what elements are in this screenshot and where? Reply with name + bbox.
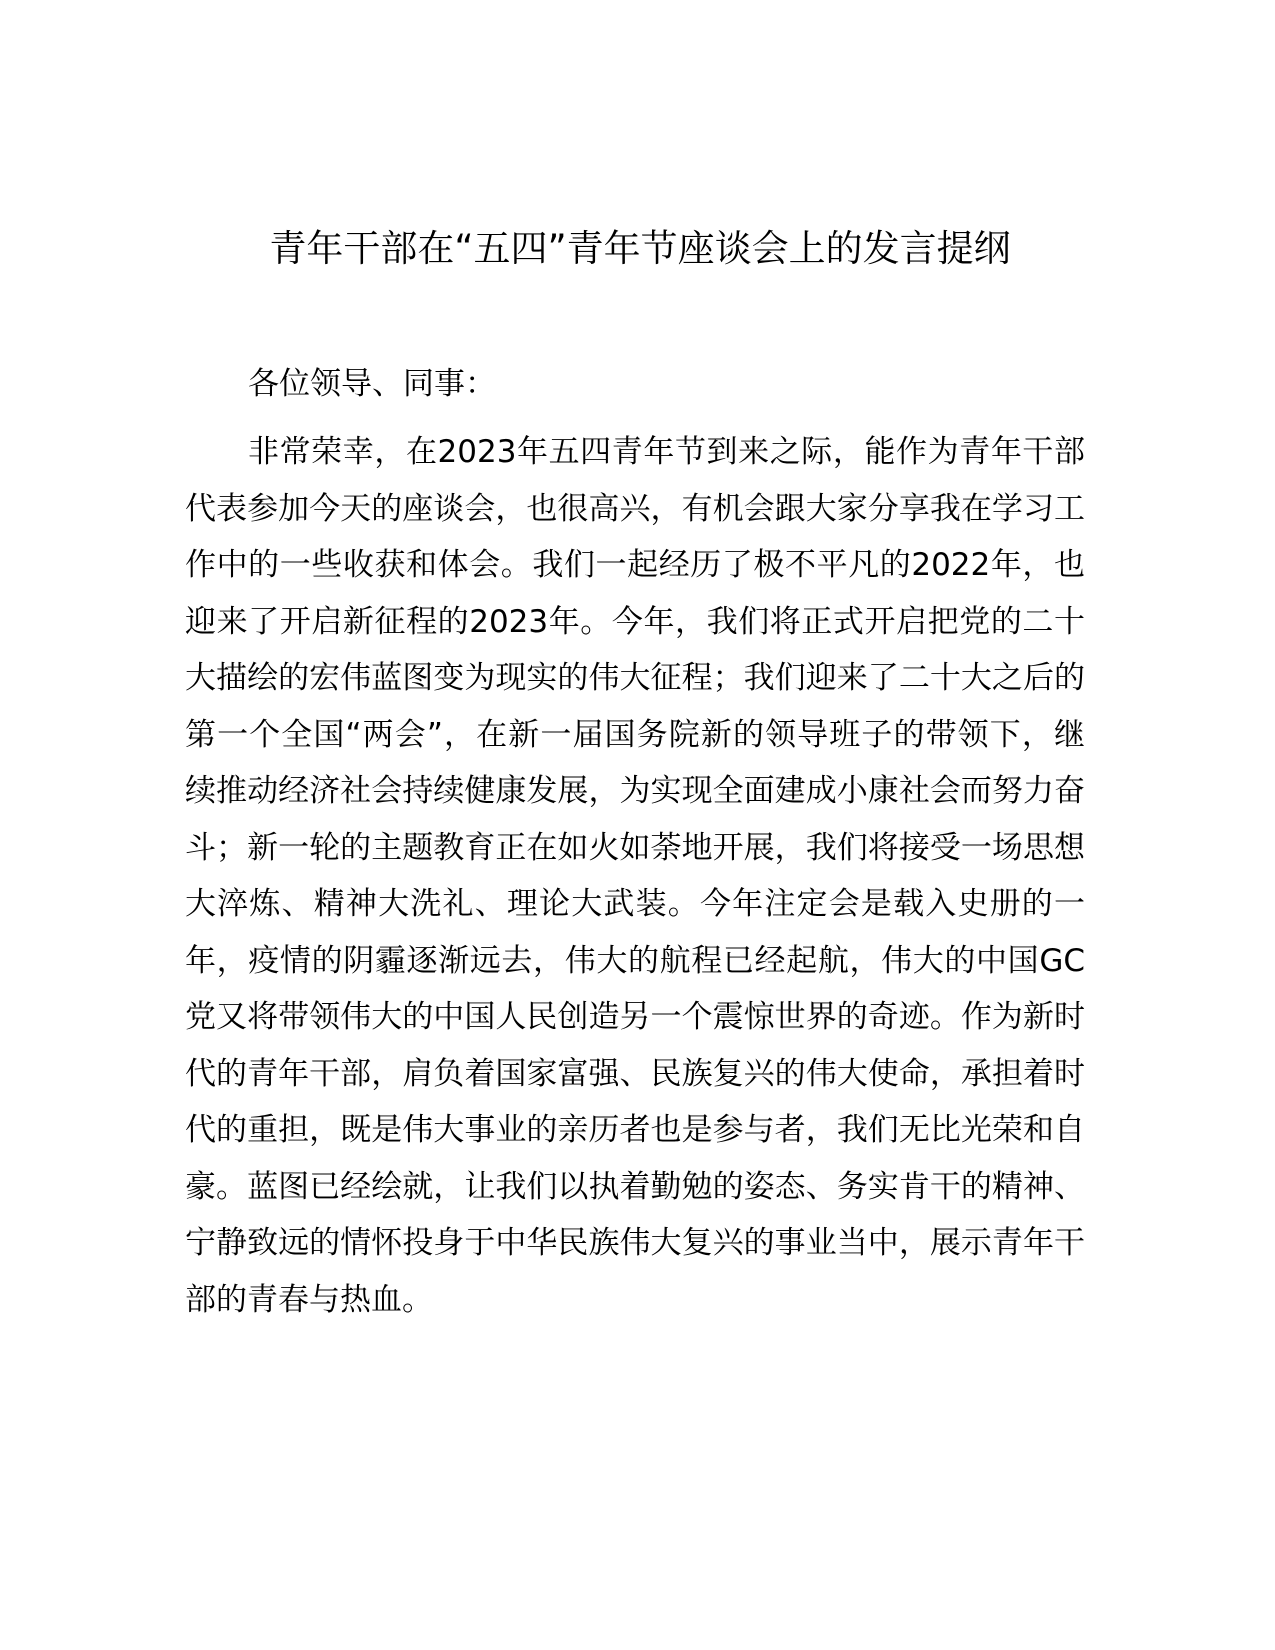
document-title: 青年干部在“五四”青年节座谈会上的发言提纲 [269,227,1011,270]
salutation: 各位领导、同事： [248,366,496,402]
body-paragraph: 非常荣幸，在2023年五四青年节到来之际，能作为青年干部代表参加今天的座谈会，也很高兴，有机会跟大家分享我在学习工作中的一些收获和体会。我们一起经历了极不平凡的2022年，也迎来了开启新征程的2023年。今年，我们将正式开启把党的二十大描绘的宏伟蓝图变为现实的伟大征程；我们迎来了二十大之后的第一个全国“两会”，在新一届国务院新的领导班子的带领下，继续推动经济社会持续健康发展，为实现全面建成小康社会而努力奋斗；新一轮的主题教育正在如火如荼地开展，我们将接受一场思想大淬炼、精神大洗礼、理论大武装。今年注定会是载入史册的一年，疫情的阴霾逐渐远去，伟大的航程已经起航，伟大的中国GC党又将带领伟大的中国人民创造另一个震惊世界的奇迹。作为新时代的青年干部，肩负着国家富强、民族复兴的伟大使命，承担着时代的重担，既是伟大事业的亲历者也是参与者，我们无比光荣和自豪。蓝图已经绘就，让我们以执着勤勉的姿态、务实肯干的精神、宁静致远的情怀投身于中华民族伟大复兴的事业当中，展示青年干部的青春与热血。 [185,434,1085,1318]
